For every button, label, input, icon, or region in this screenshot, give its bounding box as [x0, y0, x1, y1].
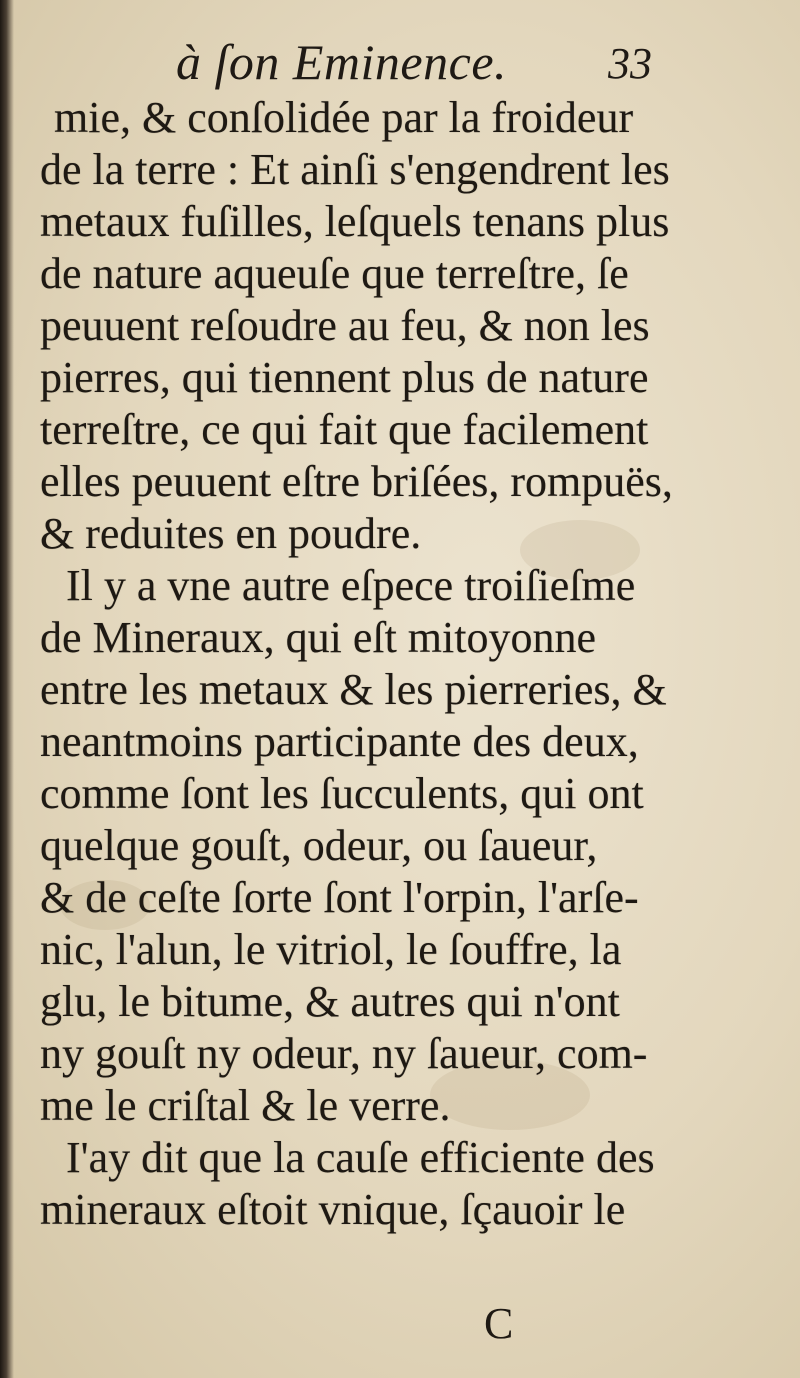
text-line: terreſtre, ce qui fait que facilement [40, 405, 649, 454]
page-spine-shadow [0, 0, 14, 1378]
text-line: & reduites en poudre. [40, 509, 422, 558]
text-line: neantmoins participante des deux, [40, 717, 639, 766]
text-line: I'ay dit que la cauſe efficiente des [66, 1133, 655, 1182]
text-line: metaux fuſilles, leſquels tenans plus [40, 197, 670, 246]
page-number: 33 [608, 39, 652, 88]
running-title: à ſon Eminence. [176, 34, 508, 90]
text-line: pierres, qui tiennent plus de nature [40, 353, 649, 402]
text-line: elles peuuent eſtre briſées, rompuës, [40, 457, 673, 506]
text-line: entre les metaux & les pierreries, & [40, 665, 667, 714]
text-line: de Mineraux, qui eſt mitoyonne [40, 613, 596, 662]
text-line: mineraux eſtoit vnique, ſçauoir le [40, 1185, 626, 1234]
text-line: nic, l'alun, le vitriol, le ſouffre, la [40, 925, 622, 974]
text-line: comme ſont les ſucculents, qui ont [40, 769, 644, 818]
text-line: glu, le bitume, & autres qui n'ont [40, 977, 620, 1026]
text-line: ny gouſt ny odeur, ny ſaueur, com- [40, 1029, 648, 1078]
text-line: de la terre : Et ainſi s'engendrent les [40, 145, 670, 194]
text-line: mie, & conſolidée par la froideur [54, 93, 634, 142]
text-line: me le criſtal & le verre. [40, 1081, 451, 1130]
text-line: de nature aqueuſe que terreſtre, ſe [40, 249, 629, 298]
text-line: quelque gouſt, odeur, ou ſaueur, [40, 821, 598, 870]
signature-mark: C [484, 1299, 514, 1348]
text-line: & de ceſte ſorte ſont l'orpin, l'arſe- [40, 873, 639, 922]
running-head [0, 32, 800, 92]
text-line: Il y a vne autre eſpece troiſieſme [66, 561, 636, 610]
text-line: peuuent reſoudre au feu, & non les [40, 301, 650, 350]
